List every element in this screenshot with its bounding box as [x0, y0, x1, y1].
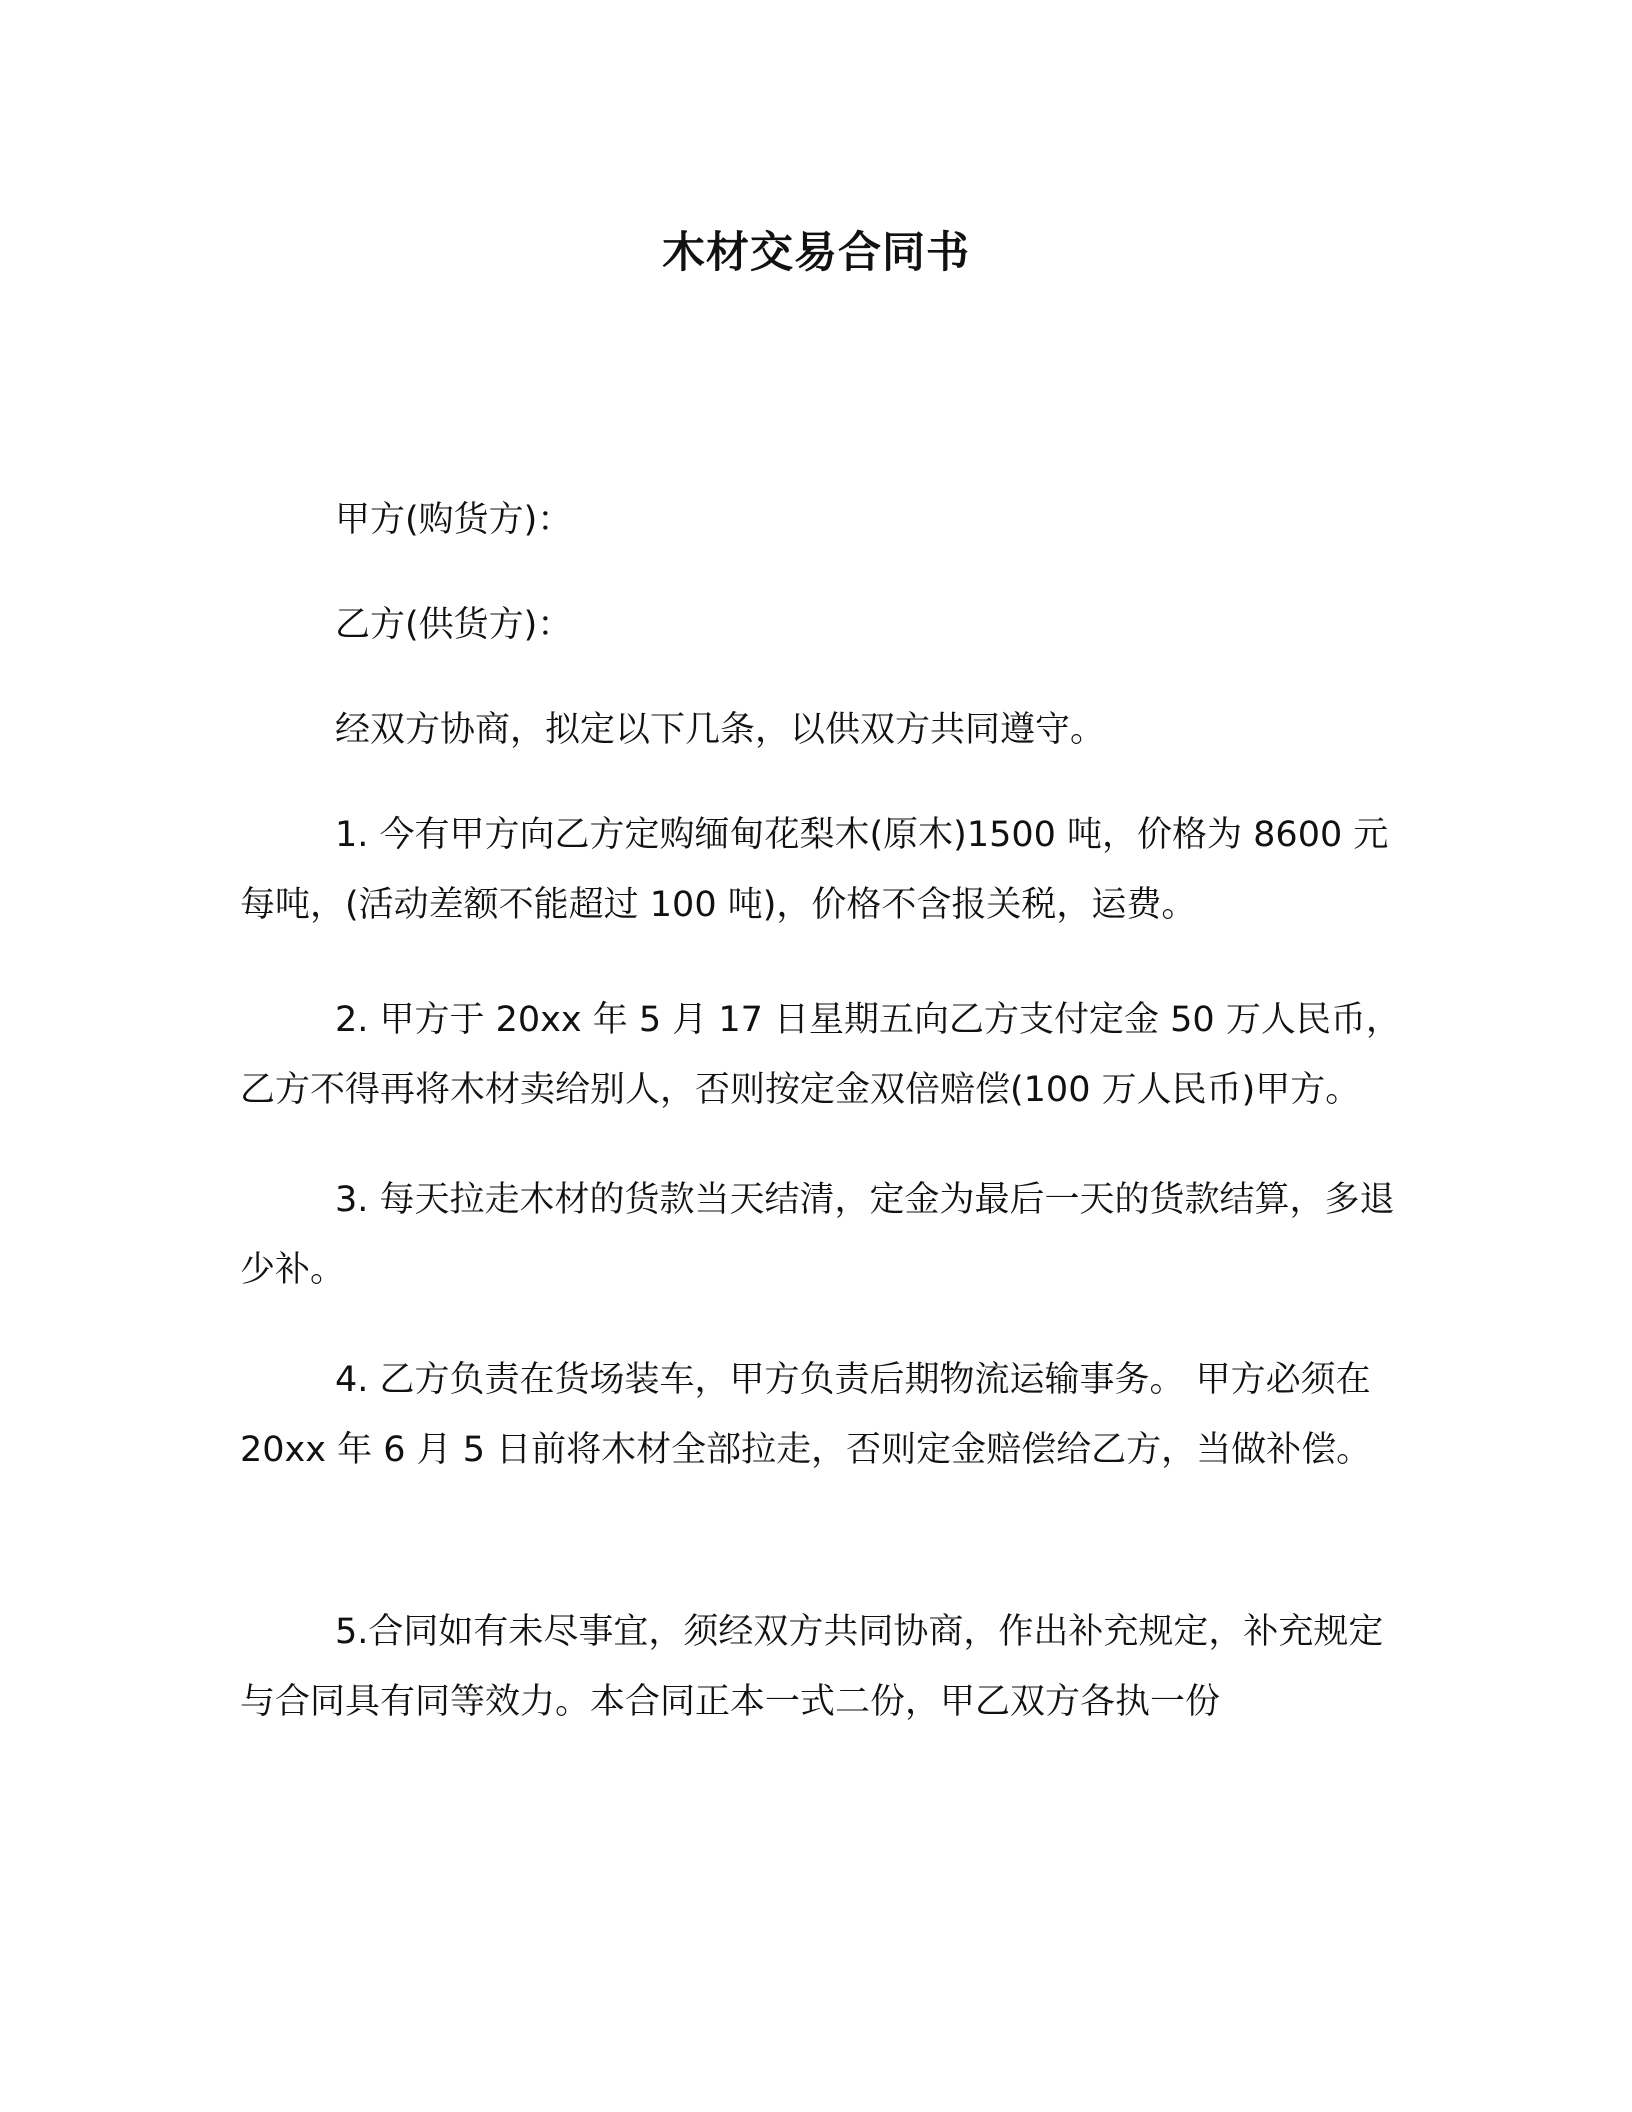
intro-paragraph: 经双方协商，拟定以下几条，以供双方共同遵守。 — [335, 710, 1106, 750]
clause-4: 4. 乙方负责在货场装车，甲方负责后期物流运输事务。 甲方必须在 20xx 年 6 月 5 日前将木材全部拉走，否则定金赔偿给乙方，当做补偿。 — [240, 1360, 1372, 1470]
clause-2: 2. 甲方于 20xx 年 5 月 17 日星期五向乙方支付定金 50 万人民币，乙方不得再将木材卖给别人，否则按定金双倍赔偿(100 万人民币)甲方。 — [240, 1000, 1401, 1110]
clause-3: 3. 每天拉走木材的货款当天结清，定金为最后一天的货款结算，多退少补。 — [240, 1180, 1395, 1290]
clause-5: 5.合同如有未尽事宜，须经双方共同协商，作出补充规定，补充规定与合同具有同等效力。本合同正本一式二份，甲乙双方各执一份 — [240, 1612, 1384, 1722]
party-a-line: 甲方(购货方)： — [335, 500, 573, 540]
document-title: 木材交易合同书 — [662, 228, 970, 278]
clause-1: 1. 今有甲方向乙方定购缅甸花梨木(原木)1500 吨，价格为 8600 元每吨，(活动差额不能超过 100 吨)，价格不含报关税，运费。 — [240, 815, 1389, 925]
party-b-line: 乙方(供货方)： — [335, 605, 573, 645]
